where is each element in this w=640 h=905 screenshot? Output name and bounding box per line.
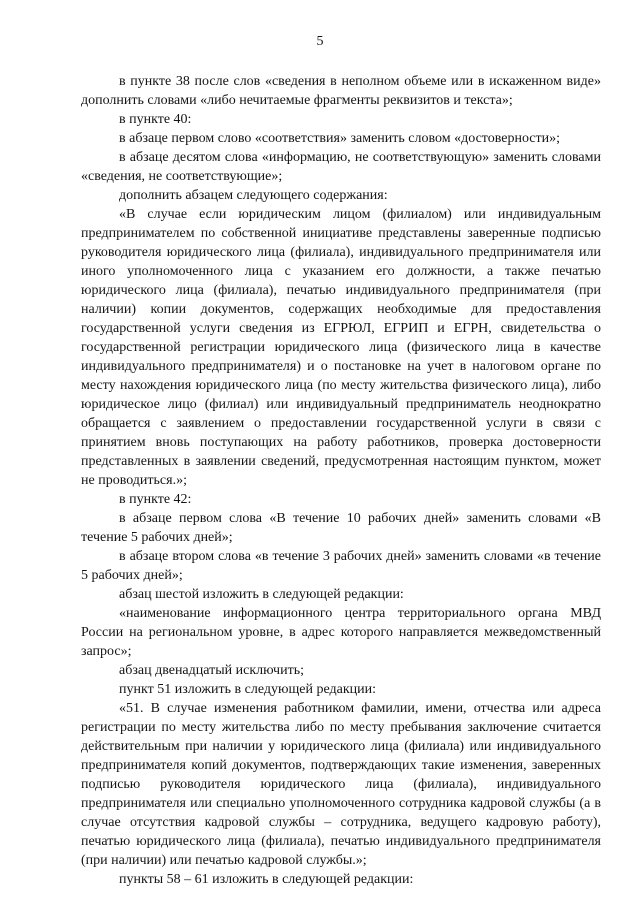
paragraph-points-58-61-intro: пункты 58 – 61 изложить в следующей редакции:	[119, 872, 414, 887]
paragraph-point-42-sixth-intro: абзац шестой изложить в следующей редакции:	[119, 587, 404, 602]
paragraph-add-intro: дополнить абзацем следующего содержания:	[119, 188, 388, 203]
paragraph-point-40-first: в абзаце первом слово «соответствия» заменить словом «достоверности»;	[119, 131, 561, 146]
paragraph-point-51-text: «51. В случае изменения работником фамилии, имени, отчества или адреса регистрации по месту жительства либо по месту пребывания заключение считается действительным при наличии у юридического лица (филиала) или индивидуального предпринимателя копий документов, подтверждающих такие изменения, заверенных подписью руководителя юридического лица (филиала), индивидуального предпринимателя или специально уполномоченного сотрудника кадровой службы (а в случае отсутствия кадровой службы – сотрудника, ведущего кадровую работу), печатью юридического лица (филиала), печатью индивидуального предпринимателя (при наличии) или печатью кадровой службы.»;	[81, 701, 601, 868]
paragraph-new-text: «В случае если юридическим лицом (филиалом) или индивидуальным предпринимателем по собственной инициативе представлены заверенные подписью руководителя юридического лица (филиала), индивидуального предпринимателя или иного уполномоченного лица с указанием его должности, а также печатью юридического лица (филиала), печатью индивидуального предпринимателя (при наличии) копии документов, содержащих необходимые для предоставления государственной услуги сведения из ЕГРЮЛ, ЕГРИП и ЕГРН, свидетельства о государственной регистрации юридического лица (физического лица в качестве индивидуального предпринимателя) и о постановке на учет в налоговом органе по месту нахождения юридического лица (по месту жительства физического лица), либо юридическое лицо (филиал) или индивидуальный предприниматель неоднократно обращается с заявлением о предоставлении государственной услуги в связи с принятием вновь поступающих на работу работников, проверка достоверности представленных в заявлении сведений, предусмотренная настоящим пунктом, может не проводиться.»;	[81, 207, 601, 488]
paragraph-point-42-twelfth: абзац двенадцатый исключить;	[119, 663, 304, 678]
paragraph-point-38: в пункте 38 после слов «сведения в неполном объеме или в искаженном виде» дополнить словами «либо нечитаемые фрагменты реквизитов и текста»;	[81, 74, 601, 108]
paragraph-point-42-first: в абзаце первом слова «В течение 10 рабочих дней» заменить словами «В течение 5 рабочих дней»;	[81, 511, 601, 545]
page-number: 5	[316, 34, 324, 49]
document-body	[81, 72, 601, 889]
paragraph-point-51-intro: пункт 51 изложить в следующей редакции:	[119, 682, 376, 697]
paragraph-point-42-second: в абзаце втором слова «в течение 3 рабочих дней» заменить словами «в течение 5 рабочих дней»;	[81, 549, 601, 583]
paragraph-point-40-heading: в пункте 40:	[119, 112, 192, 127]
paragraph-point-42-heading: в пункте 42:	[119, 492, 192, 507]
paragraph-point-42-sixth-text: «наименование информационного центра территориального органа МВД России на региональном уровне, в адрес которого направляется межведомственный запрос»;	[81, 606, 601, 659]
paragraph-point-40-tenth: в абзаце десятом слова «информацию, не соответствующую» заменить словами «сведения, не соответствующие»;	[81, 150, 601, 184]
